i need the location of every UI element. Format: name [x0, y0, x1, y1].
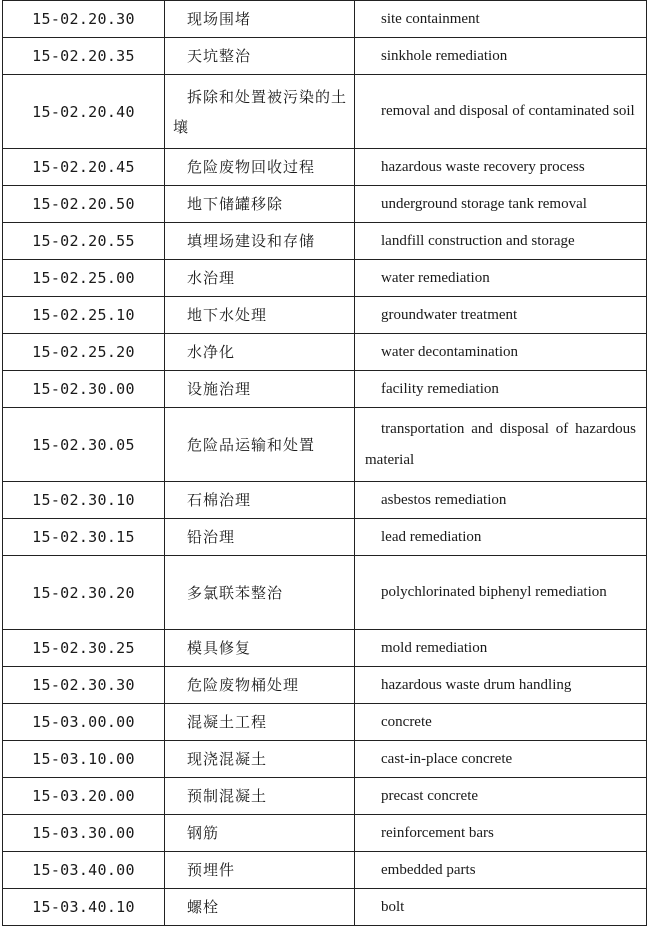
english-term-cell: concrete — [355, 704, 647, 741]
table-row — [3, 149, 647, 186]
chinese-term-cell: 铅治理 — [165, 519, 355, 556]
code-cell: 15-02.30.30 — [3, 667, 165, 704]
table-row — [3, 482, 647, 519]
code-cell: 15-02.20.30 — [3, 1, 165, 38]
chinese-term-cell: 水净化 — [165, 334, 355, 371]
code-cell: 15-03.30.00 — [3, 815, 165, 852]
code-cell: 15-02.30.20 — [3, 556, 165, 630]
chinese-term-cell: 预制混凝土 — [165, 778, 355, 815]
code-cell: 15-02.30.10 — [3, 482, 165, 519]
chinese-term-cell: 天坑整治 — [165, 38, 355, 75]
table-row — [3, 38, 647, 75]
chinese-term-cell: 多氯联苯整治 — [165, 556, 355, 630]
code-cell: 15-03.10.00 — [3, 741, 165, 778]
table-row — [3, 556, 647, 630]
chinese-term-cell: 模具修复 — [165, 630, 355, 667]
table-row — [3, 889, 647, 926]
code-cell: 15-02.30.25 — [3, 630, 165, 667]
code-cell: 15-02.30.15 — [3, 519, 165, 556]
chinese-term-cell: 螺栓 — [165, 889, 355, 926]
code-cell: 15-02.30.00 — [3, 371, 165, 408]
english-term-cell: reinforcement bars — [355, 815, 647, 852]
english-term-cell: groundwater treatment — [355, 297, 647, 334]
chinese-term-cell: 水治理 — [165, 260, 355, 297]
table-row — [3, 630, 647, 667]
table-row — [3, 519, 647, 556]
table-row — [3, 667, 647, 704]
chinese-term-cell: 钢筋 — [165, 815, 355, 852]
table-row — [3, 704, 647, 741]
table-row — [3, 408, 647, 482]
english-term-cell: removal and disposal of contaminated soil — [355, 75, 647, 149]
chinese-term-cell: 危险品运输和处置 — [165, 408, 355, 482]
chinese-term-cell: 地下储罐移除 — [165, 186, 355, 223]
table-row — [3, 371, 647, 408]
chinese-term-cell: 危险废物回收过程 — [165, 149, 355, 186]
table-row — [3, 75, 647, 149]
chinese-term-cell: 混凝土工程 — [165, 704, 355, 741]
english-term-cell: mold remediation — [355, 630, 647, 667]
english-term-cell: facility remediation — [355, 371, 647, 408]
chinese-term-cell: 地下水处理 — [165, 297, 355, 334]
code-cell: 15-02.20.45 — [3, 149, 165, 186]
english-term-cell: sinkhole remediation — [355, 38, 647, 75]
english-term-cell: landfill construction and storage — [355, 223, 647, 260]
table-row — [3, 260, 647, 297]
english-term-cell: asbestos remediation — [355, 482, 647, 519]
chinese-term-cell: 拆除和处置被污染的土壤 — [165, 75, 355, 149]
english-term-cell: embedded parts — [355, 852, 647, 889]
english-term-cell: underground storage tank removal — [355, 186, 647, 223]
code-cell: 15-02.20.50 — [3, 186, 165, 223]
code-cell: 15-02.20.35 — [3, 38, 165, 75]
chinese-term-cell: 设施治理 — [165, 371, 355, 408]
code-cell: 15-02.20.40 — [3, 75, 165, 149]
english-term-cell: precast concrete — [355, 778, 647, 815]
english-term-cell: hazardous waste recovery process — [355, 149, 647, 186]
table-row — [3, 334, 647, 371]
chinese-term-cell: 危险废物桶处理 — [165, 667, 355, 704]
english-term-cell: lead remediation — [355, 519, 647, 556]
code-cell: 15-02.20.55 — [3, 223, 165, 260]
code-cell: 15-03.20.00 — [3, 778, 165, 815]
english-term-cell: polychlorinated biphenyl remediation — [355, 556, 647, 630]
chinese-term-cell: 现场围堵 — [165, 1, 355, 38]
table-row — [3, 297, 647, 334]
table-row — [3, 741, 647, 778]
code-cell: 15-02.25.00 — [3, 260, 165, 297]
english-term-cell: hazardous waste drum handling — [355, 667, 647, 704]
table-row — [3, 815, 647, 852]
table-row — [3, 1, 647, 38]
table-row — [3, 223, 647, 260]
table-row — [3, 186, 647, 223]
table-row — [3, 852, 647, 889]
table-row — [3, 778, 647, 815]
chinese-term-cell: 填埋场建设和存储 — [165, 223, 355, 260]
english-term-cell: water decontamination — [355, 334, 647, 371]
english-term-cell: water remediation — [355, 260, 647, 297]
code-cell: 15-02.30.05 — [3, 408, 165, 482]
chinese-term-cell: 预埋件 — [165, 852, 355, 889]
english-term-cell: site containment — [355, 1, 647, 38]
code-cell: 15-03.40.10 — [3, 889, 165, 926]
code-cell: 15-03.00.00 — [3, 704, 165, 741]
english-term-cell: cast-in-place concrete — [355, 741, 647, 778]
terminology-table — [2, 0, 647, 926]
code-cell: 15-02.25.10 — [3, 297, 165, 334]
chinese-term-cell: 现浇混凝土 — [165, 741, 355, 778]
english-term-cell: transportation and disposal of hazardous material — [355, 408, 647, 482]
code-cell: 15-03.40.00 — [3, 852, 165, 889]
code-cell: 15-02.25.20 — [3, 334, 165, 371]
chinese-term-cell: 石棉治理 — [165, 482, 355, 519]
english-term-cell: bolt — [355, 889, 647, 926]
